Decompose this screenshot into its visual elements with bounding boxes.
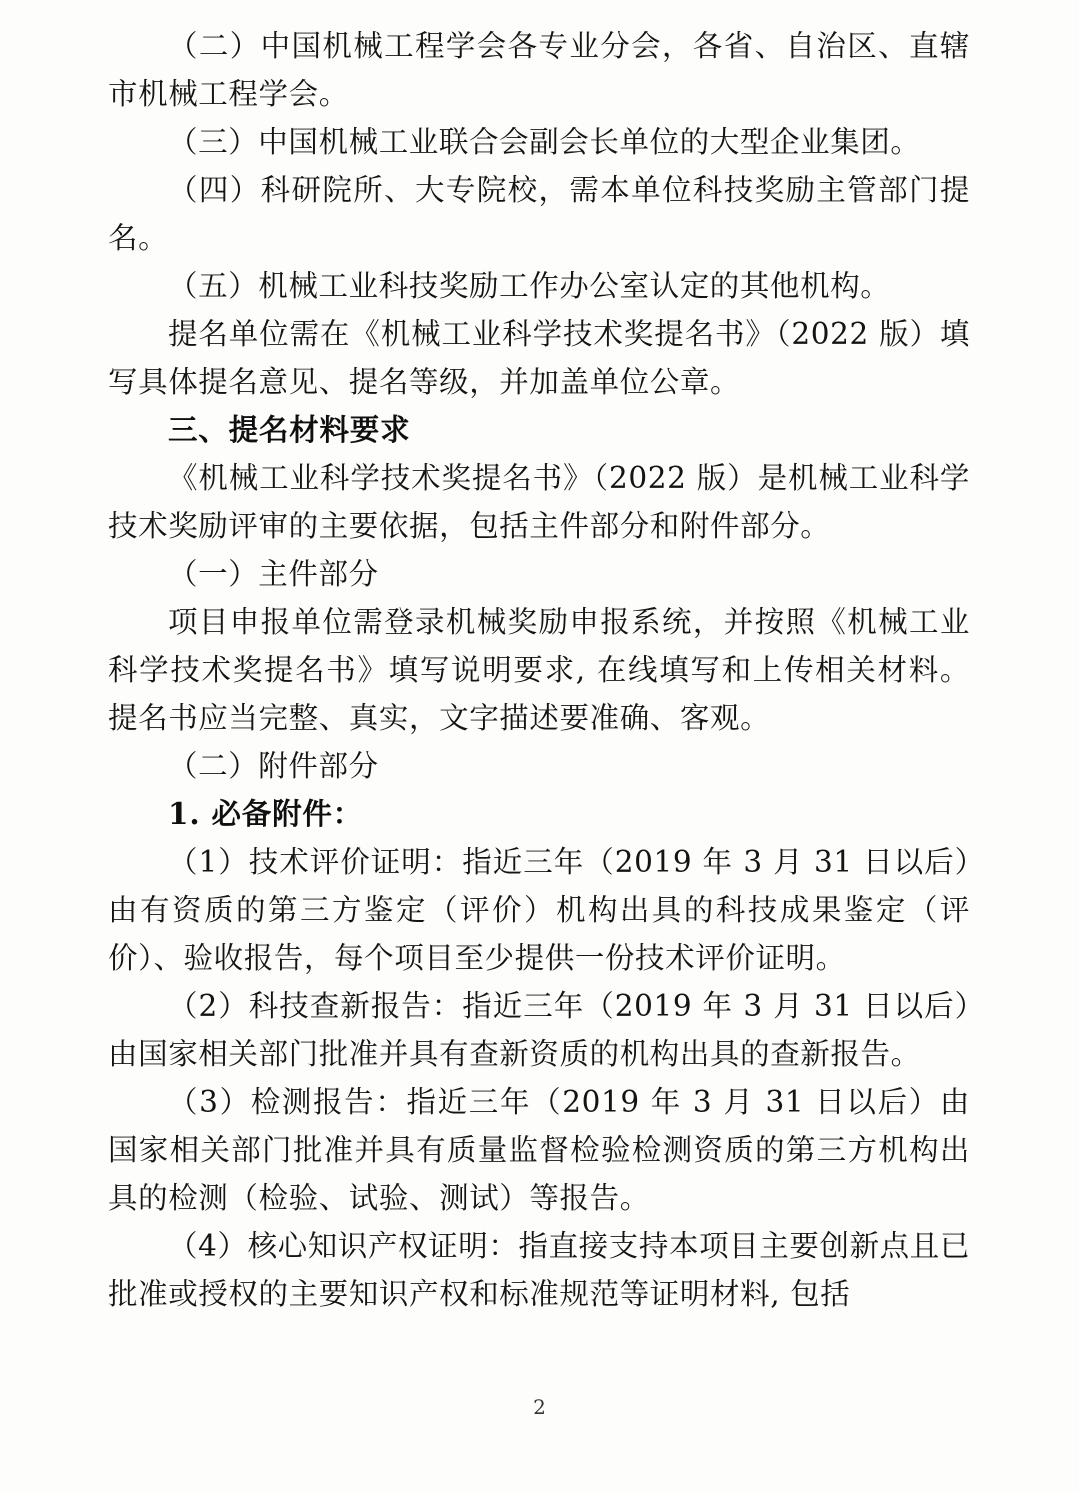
paragraph-3: （四）科研院所、大专院校，需本单位科技奖励主管部门提名。 bbox=[108, 173, 970, 255]
paragraph-1: （二）中国机械工程学会各专业分会，各省、自治区、直辖市机械工程学会。 bbox=[108, 29, 970, 111]
paragraph-2: （三）中国机械工业联合会副会长单位的大型企业集团。 bbox=[168, 125, 921, 159]
paragraph-6: 《机械工业科学技术奖提名书》（2022 版）是机械工业科学技术奖励评审的主要依据，包括主件部分和附件部分。 bbox=[108, 461, 970, 543]
paragraph-7: （一）主件部分 bbox=[168, 557, 379, 591]
paragraph-9: （二）附件部分 bbox=[168, 749, 379, 783]
paragraph-12: （3）检测报告：指近三年（2019 年 3 月 31 日以后）由国家相关部门批准并具有质量监督检验检测资质的第三方机构出具的检测（检验、试验、测试）等报告。 bbox=[108, 1085, 970, 1215]
paragraph-11: （2）科技查新报告：指近三年（2019 年 3 月 31 日以后）由国家相关部门批准并具有查新资质的机构出具的查新报告。 bbox=[108, 989, 970, 1071]
subsection-heading-required-attachments: 1. 必备附件： bbox=[168, 796, 363, 831]
paragraph-10: （1）技术评价证明：指近三年（2019 年 3 月 31 日以后）由有资质的第三方鉴定（评价）机构出具的科技成果鉴定（评价）、验收报告，每个项目至少提供一份技术评价证明。 bbox=[108, 845, 970, 975]
paragraph-13: （4）核心知识产权证明：指直接支持本项目主要创新点且已批准或授权的主要知识产权和标准规范等证明材料, 包括 bbox=[108, 1229, 970, 1311]
paragraph-4: （五）机械工业科技奖励工作办公室认定的其他机构。 bbox=[168, 269, 891, 303]
paragraph-5: 提名单位需在《机械工业科学技术奖提名书》（2022 版）填写具体提名意见、提名等级，并加盖单位公章。 bbox=[108, 317, 970, 399]
document-body bbox=[108, 22, 970, 1318]
page-number: 2 bbox=[533, 1395, 546, 1419]
paragraph-8: 项目申报单位需登录机械奖励申报系统，并按照《机械工业科学技术奖提名书》填写说明要求, 在线填写和上传相关材料。提名书应当完整、真实，文字描述要准确、客观。 bbox=[108, 605, 970, 735]
section-heading-three: 三、提名材料要求 bbox=[168, 412, 411, 447]
